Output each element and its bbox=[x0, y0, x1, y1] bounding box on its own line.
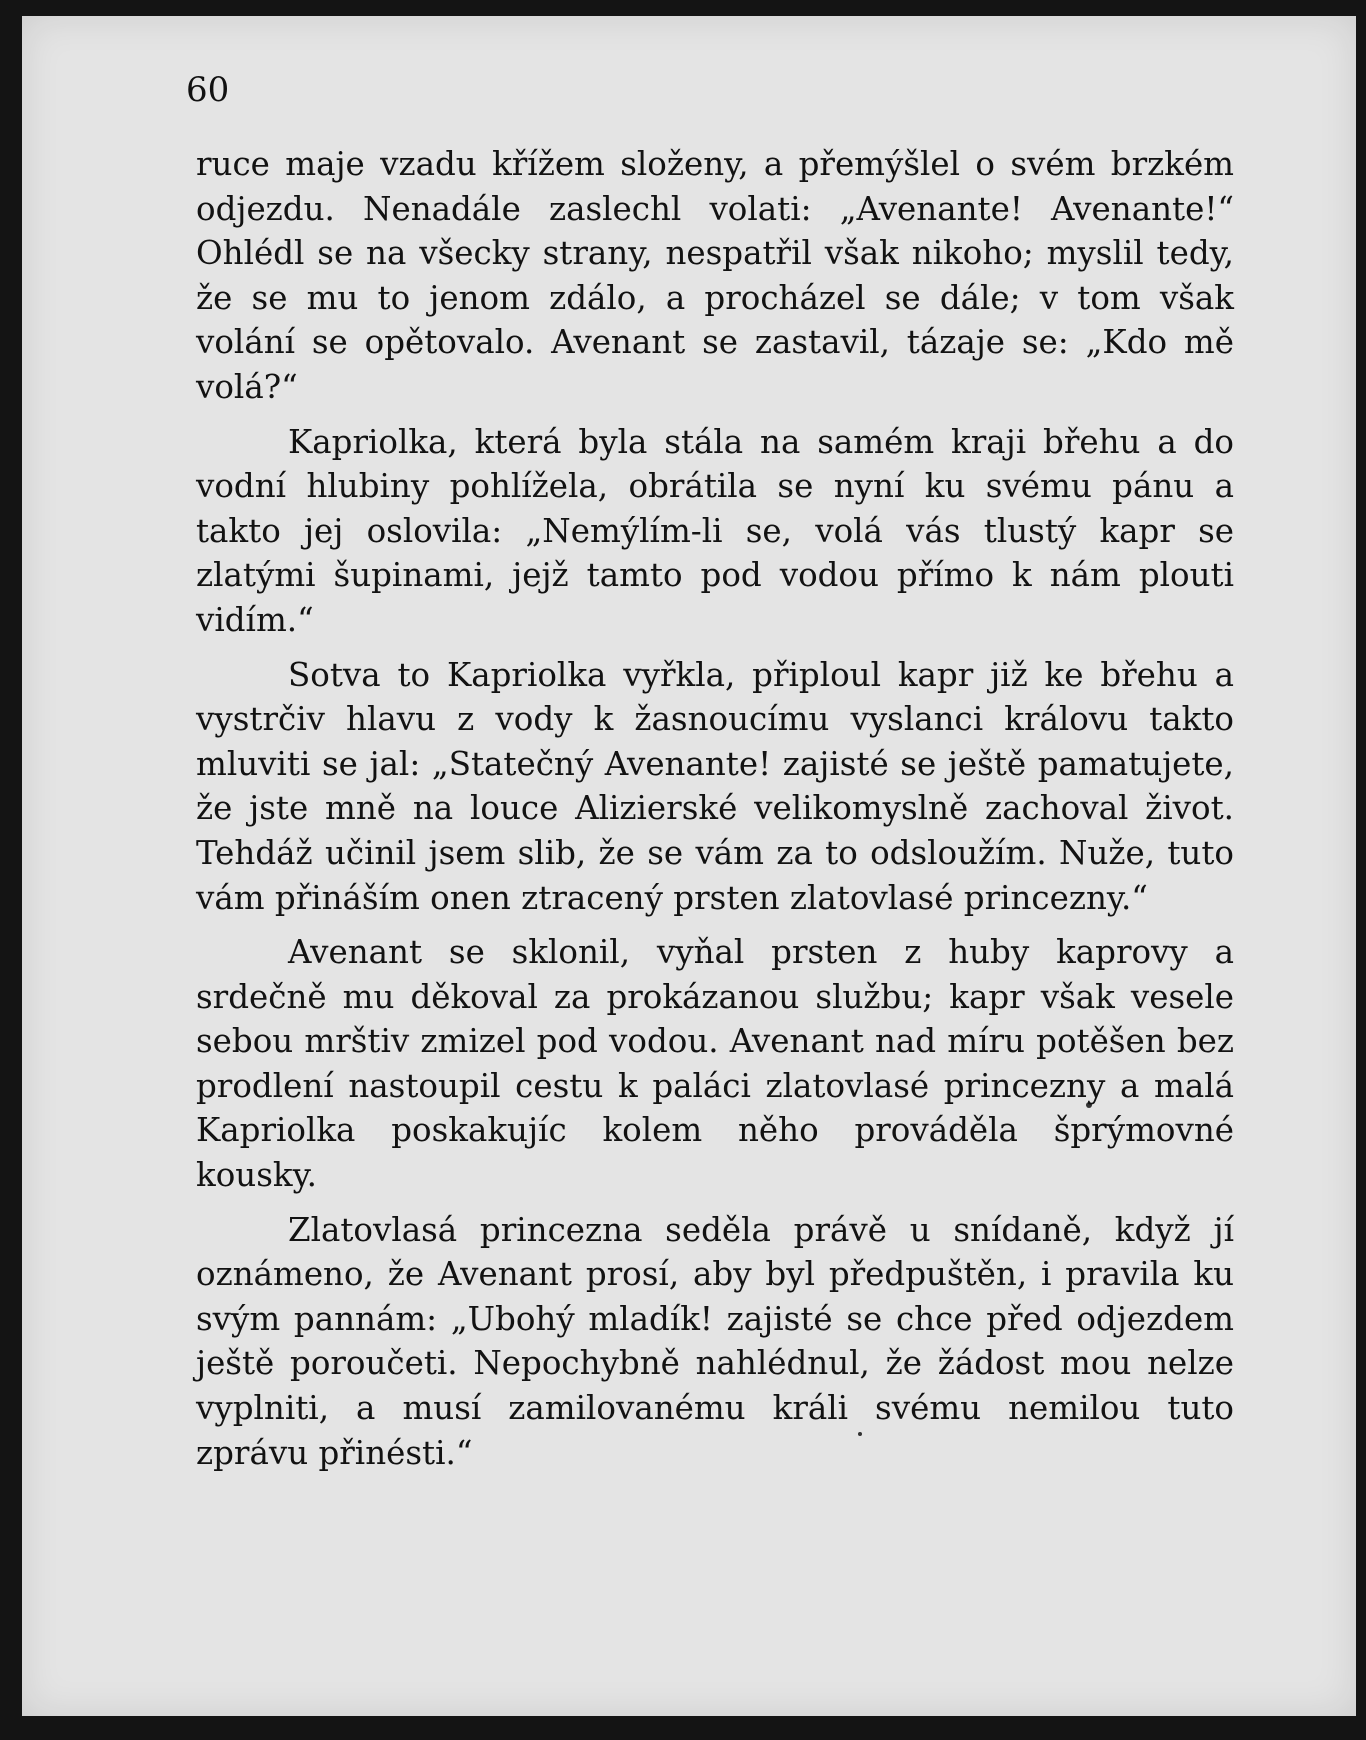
page-body-text bbox=[196, 142, 1234, 1485]
paragraph-2: Kapriolka, která byla stála na samém kraji břehu a do vodní hlubiny pohlížela, obrátila se nyní ku svému pánu a takto jej oslovila: „Nemýlím-li se, volá vás tlustý kapr se zlatými šupinami, jejž tamto pod vodou přímo k nám plouti vidím.“ bbox=[196, 422, 1234, 639]
page-number: 60 bbox=[186, 70, 230, 110]
paragraph-5: Zlatovlasá princezna seděla právě u snídaně, když jí oznámeno, že Avenant prosí, aby byl předpuštěn, i pravila ku svým pannám: „Ubohý mladík! zajisté se chce před odjezdem ještě poroučeti. Nepochybně nahlédnul, že žádost mou nelze vyplniti, a musí zamilovanému králi svému nemilou tuto zprávu přinésti.“ bbox=[196, 1210, 1234, 1472]
paragraph-4: Avenant se sklonil, vyňal prsten z huby kaprovy a srdečně mu děkoval za prokázanou službu; kapr však vesele sebou mrštiv zmizel pod vodou. Avenant nad míru potěšen bez prodlení nastoupil cestu k paláci zlatovlasé princezny a malá Kapriolka poskakujíc kolem něho prováděla šprýmovné kousky. bbox=[196, 933, 1234, 1195]
paragraph-3: Sotva to Kapriolka vyřkla, připloul kapr již ke břehu a vystrčiv hlavu z vody k žasnoucímu vyslanci královu takto mluviti se jal: „Statečný Avenante! zajisté se ještě pamatujete, že jste mně na louce Alizierské velikomyslně zachoval život. Tehdáž učinil jsem slib, že se vám za to odsloužím. Nuže, tuto vám přináším onen ztracený prsten zlatovlasé princezny.“ bbox=[196, 655, 1234, 917]
paragraph-1: ruce maje vzadu křížem složeny, a přemýšlel o svém brzkém odjezdu. Nenadále zaslechl volati: „Avenante! Avenante!“ Ohlédl se na všecky strany, nespatřil však nikoho; myslil tedy, že se mu to jenom zdálo, a procházel se dále; v tom však volání se opětovalo. Avenant se zastavil, tázaje se: „Kdo mě volá?“ bbox=[196, 145, 1234, 406]
